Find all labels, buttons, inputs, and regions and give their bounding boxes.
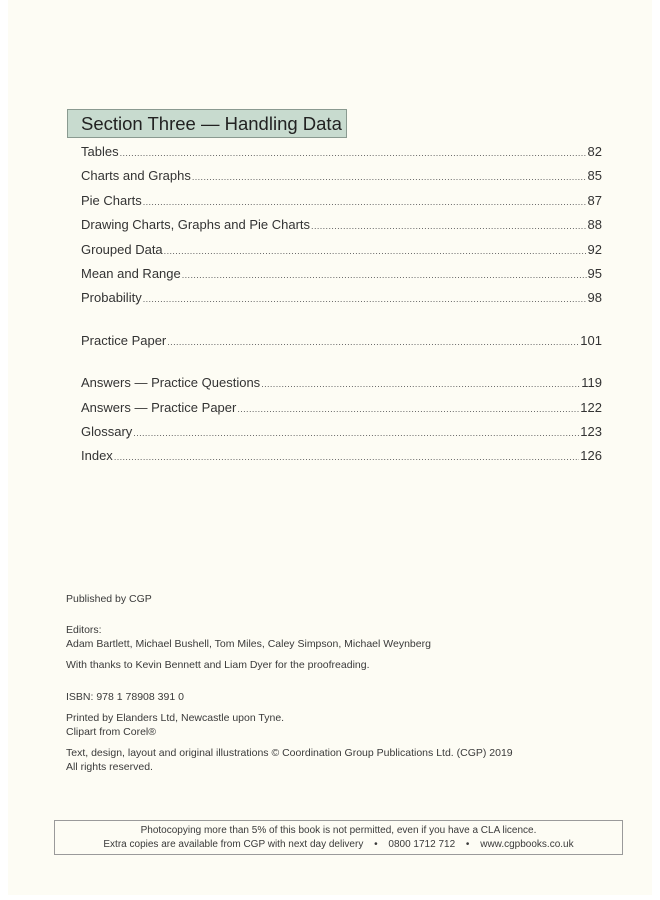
toc-entry-page: 101 bbox=[580, 332, 602, 348]
section-heading: Section Three — Handling Data bbox=[67, 109, 347, 138]
publication-credits bbox=[66, 592, 626, 774]
bullet-icon: • bbox=[465, 838, 470, 850]
toc-entry-title: Tables bbox=[81, 144, 119, 159]
photocopy-notice: Photocopying more than 5% of this book is not permitted, even if you have a CLA licence. bbox=[140, 825, 537, 836]
toc-entry-title: Glossary bbox=[81, 423, 133, 439]
toc-entry[interactable] bbox=[81, 193, 602, 217]
toc-entry-page: 87 bbox=[587, 192, 602, 208]
clipart-credit: Clipart from Corel® bbox=[66, 726, 157, 738]
document-page bbox=[8, 0, 652, 895]
copyright-notice: Text, design, layout and original illustrations © Coordination Group Publications Ltd. (CGP) 2019 bbox=[66, 747, 513, 759]
proofreading-thanks: With thanks to Kevin Bennett and Liam Dyer for the proofreading. bbox=[66, 659, 370, 671]
toc-entry[interactable] bbox=[81, 144, 602, 168]
toc-entry[interactable] bbox=[81, 333, 602, 357]
dot-leader bbox=[237, 404, 579, 414]
bullet-icon: • bbox=[374, 838, 378, 850]
toc-entry[interactable] bbox=[81, 400, 602, 424]
toc-entry-page: 123 bbox=[580, 423, 602, 439]
toc-entry[interactable] bbox=[81, 290, 602, 314]
printer-info: Printed by Elanders Ltd, Newcastle upon Tyne. bbox=[66, 712, 285, 724]
toc-entry-page: 119 bbox=[581, 375, 602, 391]
dot-leader bbox=[311, 221, 586, 231]
table-of-contents bbox=[81, 144, 602, 473]
toc-entry-title: Practice Paper bbox=[81, 332, 167, 348]
toc-entry-page: 95 bbox=[587, 265, 602, 281]
dot-leader bbox=[120, 148, 587, 158]
toc-entry[interactable] bbox=[81, 424, 602, 448]
toc-entry[interactable] bbox=[81, 375, 602, 399]
rights-reserved: All rights reserved. bbox=[66, 761, 153, 773]
dot-leader bbox=[167, 337, 579, 347]
toc-entry-title: Grouped Data bbox=[81, 241, 163, 257]
toc-entry[interactable] bbox=[81, 242, 602, 266]
toc-entry-page: 92 bbox=[587, 241, 602, 257]
toc-entry-title: Answers — Practice Questions bbox=[81, 375, 261, 391]
toc-entry-title: Drawing Charts, Graphs and Pie Charts bbox=[81, 217, 311, 233]
dot-leader bbox=[114, 452, 579, 462]
photocopy-notice-box bbox=[54, 820, 623, 855]
toc-entry-page: 85 bbox=[587, 168, 602, 184]
toc-entry-title: Mean and Range bbox=[81, 265, 181, 281]
dot-leader bbox=[143, 294, 587, 304]
toc-entry-page: 88 bbox=[587, 217, 602, 233]
editors-label: Editors: bbox=[66, 624, 102, 636]
isbn: ISBN: 978 1 78908 391 0 bbox=[66, 691, 184, 703]
phone-number[interactable]: 0800 1712 712 bbox=[388, 838, 456, 850]
published-by: Published by CGP bbox=[66, 593, 152, 605]
order-text: Extra copies are available from CGP with next day delivery bbox=[103, 838, 364, 850]
toc-entry-page: 122 bbox=[580, 399, 602, 415]
toc-entry-page: 82 bbox=[587, 144, 602, 159]
toc-entry-title: Index bbox=[81, 448, 113, 464]
dot-leader bbox=[182, 270, 587, 280]
toc-entry[interactable] bbox=[81, 266, 602, 290]
toc-entry-title: Answers — Practice Paper bbox=[81, 399, 237, 415]
toc-entry-title: Probability bbox=[81, 290, 142, 306]
editors-list: Adam Bartlett, Michael Bushell, Tom Miles, Caley Simpson, Michael Weynberg bbox=[66, 638, 431, 650]
toc-entry-page: 98 bbox=[587, 290, 602, 306]
toc-entry[interactable] bbox=[81, 217, 602, 241]
website-link[interactable]: www.cgpbooks.co.uk bbox=[480, 838, 574, 850]
toc-entry-title: Charts and Graphs bbox=[81, 168, 191, 184]
dot-leader bbox=[143, 197, 587, 207]
order-info bbox=[55, 838, 622, 852]
toc-entry-title: Pie Charts bbox=[81, 192, 142, 208]
dot-leader bbox=[164, 246, 587, 256]
dot-leader bbox=[133, 428, 579, 438]
toc-entry-page: 126 bbox=[580, 448, 602, 464]
dot-leader bbox=[192, 172, 587, 182]
dot-leader bbox=[261, 379, 580, 389]
toc-entry[interactable] bbox=[81, 448, 602, 472]
toc-entry[interactable] bbox=[81, 168, 602, 192]
